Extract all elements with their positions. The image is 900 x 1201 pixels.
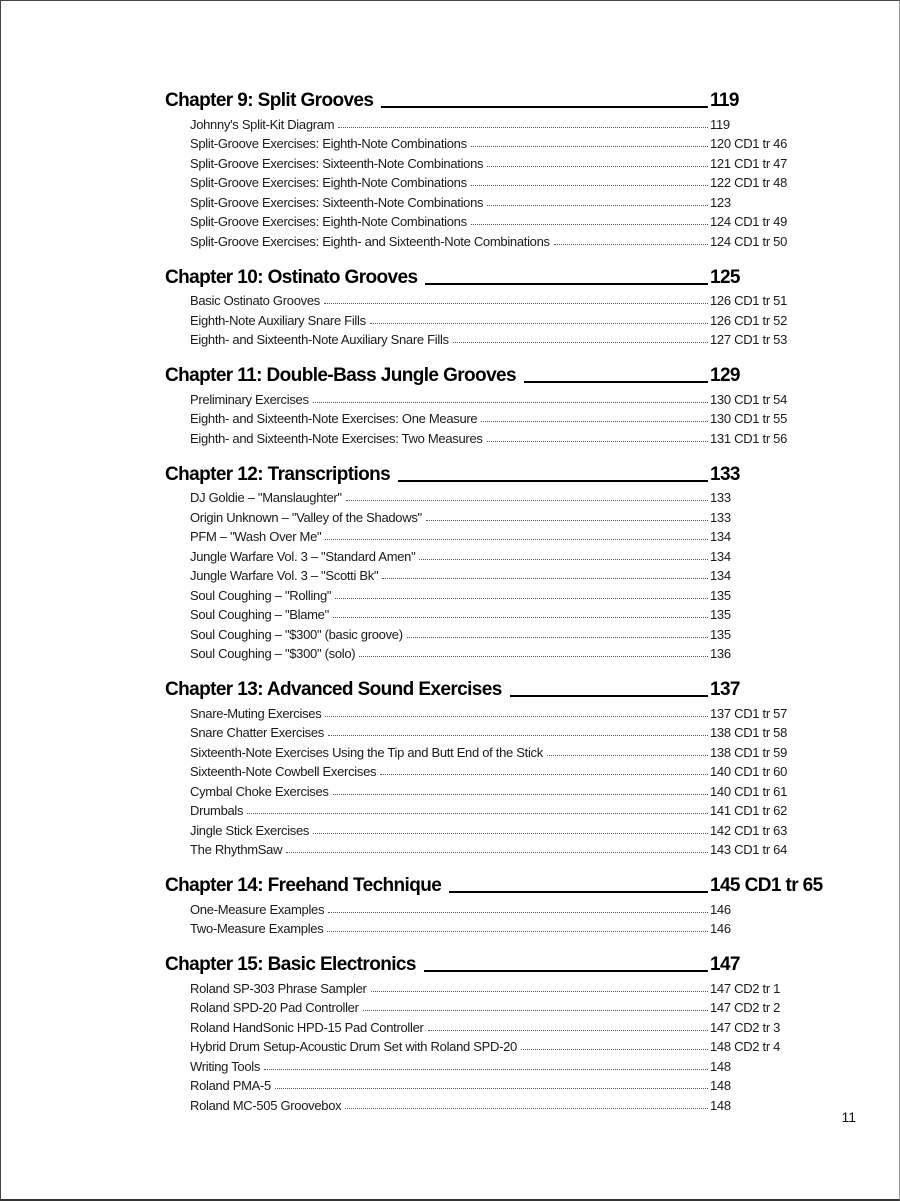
dot-leader bbox=[380, 774, 708, 775]
chapter-section bbox=[165, 84, 805, 249]
dot-leader bbox=[335, 598, 708, 599]
chapter-heading[interactable] bbox=[165, 261, 805, 289]
dot-leader bbox=[547, 755, 708, 756]
toc-entry[interactable] bbox=[190, 387, 805, 407]
dot-leader bbox=[346, 500, 708, 501]
dot-leader bbox=[363, 1010, 708, 1011]
entry-page: 126 CD1 tr 51 bbox=[710, 293, 788, 308]
toc-entry[interactable] bbox=[190, 171, 805, 191]
entry-page: 148 bbox=[710, 1097, 731, 1113]
chapter-section bbox=[165, 673, 805, 857]
toc-entry[interactable] bbox=[190, 603, 805, 623]
chapter-rule bbox=[381, 106, 708, 108]
entry-page: 135 bbox=[710, 626, 731, 642]
dot-leader bbox=[487, 166, 708, 167]
entry-title: Eighth- and Sixteenth-Note Exercises: Two Measures bbox=[190, 430, 483, 446]
dot-leader bbox=[286, 852, 708, 853]
entry-page: 148 CD2 tr 4 bbox=[710, 1039, 781, 1054]
dot-leader bbox=[328, 912, 708, 913]
toc-entry[interactable] bbox=[190, 701, 805, 721]
entry-title: Roland MC-505 Groovebox bbox=[190, 1097, 342, 1113]
entry-page: 148 bbox=[710, 1078, 731, 1093]
entry-title: The RhythmSaw bbox=[190, 842, 283, 857]
toc-entry[interactable] bbox=[190, 721, 805, 741]
toc-entry[interactable] bbox=[190, 799, 805, 819]
toc-entry[interactable] bbox=[190, 229, 805, 249]
toc-entry[interactable] bbox=[190, 1093, 805, 1113]
entry-page: 138 CD1 tr 58 bbox=[710, 725, 788, 740]
dot-leader bbox=[453, 342, 708, 343]
toc-entry[interactable] bbox=[190, 407, 805, 427]
entry-page: 147 CD2 tr 1 bbox=[710, 980, 781, 996]
entry-title: Jungle Warfare Vol. 3 – "Standard Amen" bbox=[190, 548, 416, 564]
toc-entry[interactable] bbox=[190, 486, 805, 506]
dot-leader bbox=[345, 1108, 708, 1109]
dot-leader bbox=[481, 421, 708, 422]
entry-page: 130 CD1 tr 55 bbox=[710, 411, 788, 426]
chapter-rule bbox=[424, 970, 708, 972]
chapter-heading[interactable] bbox=[165, 948, 805, 976]
entry-title: PFM – "Wash Over Me" bbox=[190, 529, 322, 544]
entry-title: Split-Groove Exercises: Sixteenth-Note Combinations bbox=[190, 194, 484, 210]
dot-leader bbox=[370, 323, 708, 324]
dot-leader bbox=[554, 244, 708, 245]
chapter-section bbox=[165, 261, 805, 348]
table-of-contents bbox=[165, 84, 823, 1125]
entry-title: Jingle Stick Exercises bbox=[190, 822, 310, 838]
entry-page: 134 bbox=[710, 548, 731, 564]
entry-title: Eighth-Note Auxiliary Snare Fills bbox=[190, 312, 366, 328]
toc-entry[interactable] bbox=[190, 818, 805, 838]
toc-entry[interactable] bbox=[190, 308, 805, 328]
entry-page: 127 CD1 tr 53 bbox=[710, 332, 788, 347]
chapter-heading[interactable] bbox=[165, 869, 823, 897]
entry-title: Sixteenth-Note Exercises Using the Tip and Butt End of the Stick bbox=[190, 744, 543, 760]
chapter-title: Chapter 10: Ostinato Grooves bbox=[165, 266, 418, 288]
chapter-rule bbox=[449, 891, 708, 893]
chapter-heading[interactable] bbox=[165, 84, 805, 112]
entry-title: Johnny's Split-Kit Diagram bbox=[190, 116, 335, 132]
entry-title: Split-Groove Exercises: Eighth-Note Combinations bbox=[190, 214, 467, 229]
dot-leader bbox=[327, 931, 708, 932]
entry-page: 119 bbox=[710, 116, 730, 132]
dot-leader bbox=[313, 833, 708, 834]
entry-page: 123 bbox=[710, 194, 731, 210]
entry-page: 121 CD1 tr 47 bbox=[710, 155, 788, 171]
entry-title: Hybrid Drum Setup-Acoustic Drum Set with Roland SPD-20 bbox=[190, 1039, 517, 1054]
dot-leader bbox=[313, 402, 708, 403]
entry-page: 130 CD1 tr 54 bbox=[710, 391, 788, 407]
chapter-title: Chapter 15: Basic Electronics bbox=[165, 954, 416, 975]
chapter-page: 137 bbox=[710, 679, 740, 700]
dot-leader bbox=[338, 127, 708, 128]
toc-entry[interactable] bbox=[190, 210, 805, 230]
entry-page: 136 bbox=[710, 646, 731, 661]
dot-leader bbox=[428, 1030, 708, 1031]
entry-title: Roland PMA-5 bbox=[190, 1078, 271, 1093]
dot-leader bbox=[487, 205, 708, 206]
entry-title: Soul Coughing – "Blame" bbox=[190, 607, 329, 622]
entry-page: 137 CD1 tr 57 bbox=[710, 705, 788, 721]
chapter-page: 129 bbox=[710, 365, 740, 386]
dot-leader bbox=[487, 441, 708, 442]
dot-leader bbox=[324, 303, 708, 304]
dot-leader bbox=[247, 813, 708, 814]
chapter-rule bbox=[524, 381, 708, 383]
entry-title: Basic Ostinato Grooves bbox=[190, 293, 320, 308]
entry-page: 134 bbox=[710, 529, 731, 544]
chapter-page: 145 CD1 tr 65 bbox=[710, 875, 823, 896]
entry-title: Split-Groove Exercises: Eighth- and Sixteenth-Note Combinations bbox=[190, 233, 550, 249]
chapter-title: Chapter 9: Split Grooves bbox=[165, 90, 374, 111]
entry-title: Eighth- and Sixteenth-Note Auxiliary Snare Fills bbox=[190, 332, 449, 347]
entry-title: Roland SP-303 Phrase Sampler bbox=[190, 980, 367, 996]
entry-page: 135 bbox=[710, 607, 731, 622]
dot-leader bbox=[471, 224, 708, 225]
dot-leader bbox=[471, 185, 708, 186]
chapter-section bbox=[165, 458, 805, 662]
toc-entry[interactable] bbox=[190, 583, 805, 603]
entry-title: Jungle Warfare Vol. 3 – "Scotti Bk" bbox=[190, 568, 379, 583]
entry-page: 140 CD1 tr 61 bbox=[710, 783, 788, 799]
toc-entry[interactable] bbox=[190, 328, 805, 348]
toc-entry[interactable] bbox=[190, 760, 805, 780]
chapter-page: 133 bbox=[710, 463, 740, 485]
entry-title: Split-Groove Exercises: Eighth-Note Combinations bbox=[190, 136, 467, 151]
entry-title: Drumbals bbox=[190, 803, 244, 818]
toc-entry[interactable] bbox=[190, 112, 805, 132]
entry-page: 120 CD1 tr 46 bbox=[710, 136, 788, 151]
entry-title: Soul Coughing – "Rolling" bbox=[190, 587, 332, 603]
dot-leader bbox=[264, 1069, 708, 1070]
dot-leader bbox=[419, 559, 708, 560]
chapter-title: Chapter 13: Advanced Sound Exercises bbox=[165, 679, 502, 700]
chapter-heading[interactable] bbox=[165, 458, 805, 486]
entry-title: Snare Chatter Exercises bbox=[190, 725, 324, 740]
entry-page: 138 CD1 tr 59 bbox=[710, 744, 788, 760]
toc-entry[interactable] bbox=[190, 622, 805, 642]
dot-leader bbox=[333, 794, 708, 795]
dot-leader bbox=[426, 520, 708, 521]
entry-page: 146 bbox=[710, 921, 731, 936]
entry-page: 131 CD1 tr 56 bbox=[710, 430, 788, 446]
entry-title: One-Measure Examples bbox=[190, 901, 325, 917]
toc-entry[interactable] bbox=[190, 289, 805, 309]
entry-page: 124 CD1 tr 49 bbox=[710, 214, 788, 229]
entry-title: Writing Tools bbox=[190, 1058, 261, 1074]
entry-title: Split-Groove Exercises: Sixteenth-Note Combinations bbox=[190, 155, 484, 171]
toc-entry[interactable] bbox=[190, 976, 805, 996]
toc-entry[interactable] bbox=[190, 190, 805, 210]
toc-entry[interactable] bbox=[190, 525, 805, 545]
entry-title: Sixteenth-Note Cowbell Exercises bbox=[190, 764, 377, 779]
toc-entry[interactable] bbox=[190, 838, 805, 858]
entry-page: 142 CD1 tr 63 bbox=[710, 822, 788, 838]
toc-entry[interactable] bbox=[190, 1035, 805, 1055]
dot-leader bbox=[328, 735, 708, 736]
entry-title: Two-Measure Examples bbox=[190, 921, 324, 936]
entry-page: 147 CD2 tr 2 bbox=[710, 1000, 781, 1015]
toc-entry[interactable] bbox=[190, 505, 805, 525]
chapter-rule bbox=[425, 283, 708, 285]
chapter-page: 119 bbox=[710, 90, 739, 111]
entry-title: Soul Coughing – "$300" (solo) bbox=[190, 646, 356, 661]
entry-page: 147 CD2 tr 3 bbox=[710, 1019, 781, 1035]
chapter-section bbox=[165, 869, 823, 936]
toc-entry[interactable] bbox=[190, 740, 805, 760]
toc-entry[interactable] bbox=[190, 426, 805, 446]
dot-leader bbox=[359, 656, 708, 657]
chapter-section bbox=[165, 359, 805, 446]
chapter-page: 125 bbox=[710, 266, 740, 288]
dot-leader bbox=[325, 539, 708, 540]
entry-page: 146 bbox=[710, 901, 731, 917]
entry-title: Preliminary Exercises bbox=[190, 391, 309, 407]
chapter-heading[interactable] bbox=[165, 359, 805, 387]
chapter-section bbox=[165, 948, 805, 1113]
chapter-page: 147 bbox=[710, 954, 740, 975]
entry-page: 140 CD1 tr 60 bbox=[710, 764, 788, 779]
entry-page: 126 CD1 tr 52 bbox=[710, 312, 788, 328]
entry-page: 143 CD1 tr 64 bbox=[710, 842, 788, 857]
toc-entry[interactable] bbox=[190, 642, 805, 662]
entry-page: 122 CD1 tr 48 bbox=[710, 175, 788, 190]
entry-title: Split-Groove Exercises: Eighth-Note Combinations bbox=[190, 175, 467, 190]
chapter-rule bbox=[398, 480, 708, 482]
entry-title: Cymbal Choke Exercises bbox=[190, 783, 329, 799]
entry-title: DJ Goldie – "Manslaughter" bbox=[190, 490, 342, 505]
toc-entry[interactable] bbox=[190, 1054, 805, 1074]
toc-entry[interactable] bbox=[190, 1074, 805, 1094]
page-number: 11 bbox=[841, 1109, 856, 1125]
chapter-title: Chapter 11: Double-Bass Jungle Grooves bbox=[165, 365, 516, 386]
entry-page: 135 bbox=[710, 587, 731, 603]
toc-entry[interactable] bbox=[190, 544, 805, 564]
dot-leader bbox=[275, 1088, 708, 1089]
entry-page: 124 CD1 tr 50 bbox=[710, 233, 788, 249]
toc-entry[interactable] bbox=[190, 1015, 805, 1035]
toc-entry[interactable] bbox=[190, 897, 805, 917]
dot-leader bbox=[382, 578, 708, 579]
chapter-title: Chapter 14: Freehand Technique bbox=[165, 875, 442, 896]
entry-page: 133 bbox=[710, 490, 731, 505]
entry-title: Snare-Muting Exercises bbox=[190, 705, 322, 721]
toc-entry[interactable] bbox=[190, 779, 805, 799]
chapter-heading[interactable] bbox=[165, 673, 805, 701]
dot-leader bbox=[521, 1049, 708, 1050]
entry-page: 148 bbox=[710, 1058, 731, 1074]
toc-entry[interactable] bbox=[190, 996, 805, 1016]
entry-page: 134 bbox=[710, 568, 731, 583]
entry-title: Eighth- and Sixteenth-Note Exercises: One Measure bbox=[190, 411, 478, 426]
entry-title: Soul Coughing – "$300" (basic groove) bbox=[190, 626, 403, 642]
entry-page: 133 bbox=[710, 509, 731, 525]
dot-leader bbox=[333, 617, 708, 618]
entry-page: 141 CD1 tr 62 bbox=[710, 803, 788, 818]
entry-title: Roland SPD-20 Pad Controller bbox=[190, 1000, 359, 1015]
toc-entry[interactable] bbox=[190, 151, 805, 171]
dot-leader bbox=[325, 716, 708, 717]
chapter-title: Chapter 12: Transcriptions bbox=[165, 463, 391, 485]
chapter-rule bbox=[510, 695, 708, 697]
dot-leader bbox=[471, 146, 708, 147]
toc-entry[interactable] bbox=[190, 917, 805, 937]
toc-entry[interactable] bbox=[190, 132, 805, 152]
entry-title: Origin Unknown – "Valley of the Shadows" bbox=[190, 509, 422, 525]
dot-leader bbox=[407, 637, 708, 638]
entry-title: Roland HandSonic HPD-15 Pad Controller bbox=[190, 1019, 424, 1035]
dot-leader bbox=[371, 991, 708, 992]
toc-entry[interactable] bbox=[190, 564, 805, 584]
